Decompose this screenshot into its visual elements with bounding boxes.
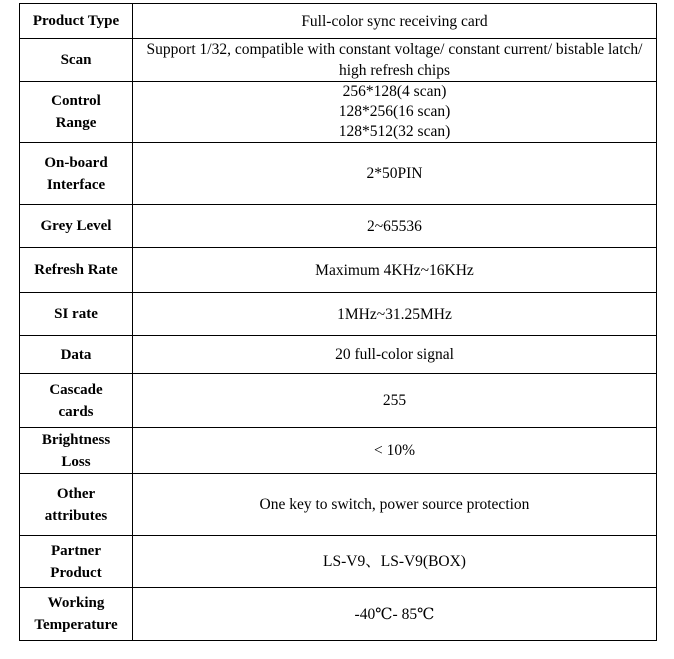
table-row bbox=[20, 374, 657, 428]
table-row bbox=[20, 336, 657, 374]
row-label: Control Range bbox=[20, 82, 133, 143]
table-row bbox=[20, 82, 657, 143]
row-value: 2*50PIN bbox=[133, 143, 657, 205]
table-row bbox=[20, 143, 657, 205]
spec-table bbox=[19, 3, 657, 641]
row-value: Full-color sync receiving card bbox=[133, 4, 657, 39]
row-value: Maximum 4KHz~16KHz bbox=[133, 248, 657, 293]
row-label: Brightness Loss bbox=[20, 428, 133, 474]
range-line: 128*256(16 scan) bbox=[338, 103, 451, 120]
row-label: Product Type bbox=[20, 4, 133, 39]
table-row bbox=[20, 536, 657, 588]
table-row bbox=[20, 428, 657, 474]
range-line: 256*128(4 scan) bbox=[342, 83, 447, 100]
table-row bbox=[20, 39, 657, 82]
row-label: SI rate bbox=[20, 293, 133, 336]
row-value: One key to switch, power source protection bbox=[133, 474, 657, 536]
row-value: LS-V9、LS-V9(BOX) bbox=[133, 536, 657, 588]
row-label: Partner Product bbox=[20, 536, 133, 588]
row-label: Grey Level bbox=[20, 205, 133, 248]
range-line: 128*512(32 scan) bbox=[338, 123, 451, 140]
row-label: Refresh Rate bbox=[20, 248, 133, 293]
row-label: On-board Interface bbox=[20, 143, 133, 205]
table-row bbox=[20, 205, 657, 248]
row-value: < 10% bbox=[133, 428, 657, 474]
row-label: Cascade cards bbox=[20, 374, 133, 428]
row-label: Data bbox=[20, 336, 133, 374]
table-row bbox=[20, 474, 657, 536]
row-value: 2~65536 bbox=[133, 205, 657, 248]
row-label: Working Temperature bbox=[20, 588, 133, 641]
row-value: Support 1/32, compatible with constant voltage/ constant current/ bistable latch/ high refresh chips bbox=[133, 39, 657, 82]
table-row bbox=[20, 588, 657, 641]
table-row bbox=[20, 248, 657, 293]
row-value: 20 full-color signal bbox=[133, 336, 657, 374]
table-row bbox=[20, 4, 657, 39]
row-value: 255 bbox=[133, 374, 657, 428]
row-value bbox=[133, 82, 657, 143]
row-value: 1MHz~31.25MHz bbox=[133, 293, 657, 336]
row-value: -40℃- 85℃ bbox=[133, 588, 657, 641]
row-label: Other attributes bbox=[20, 474, 133, 536]
row-label: Scan bbox=[20, 39, 133, 82]
table-row bbox=[20, 293, 657, 336]
